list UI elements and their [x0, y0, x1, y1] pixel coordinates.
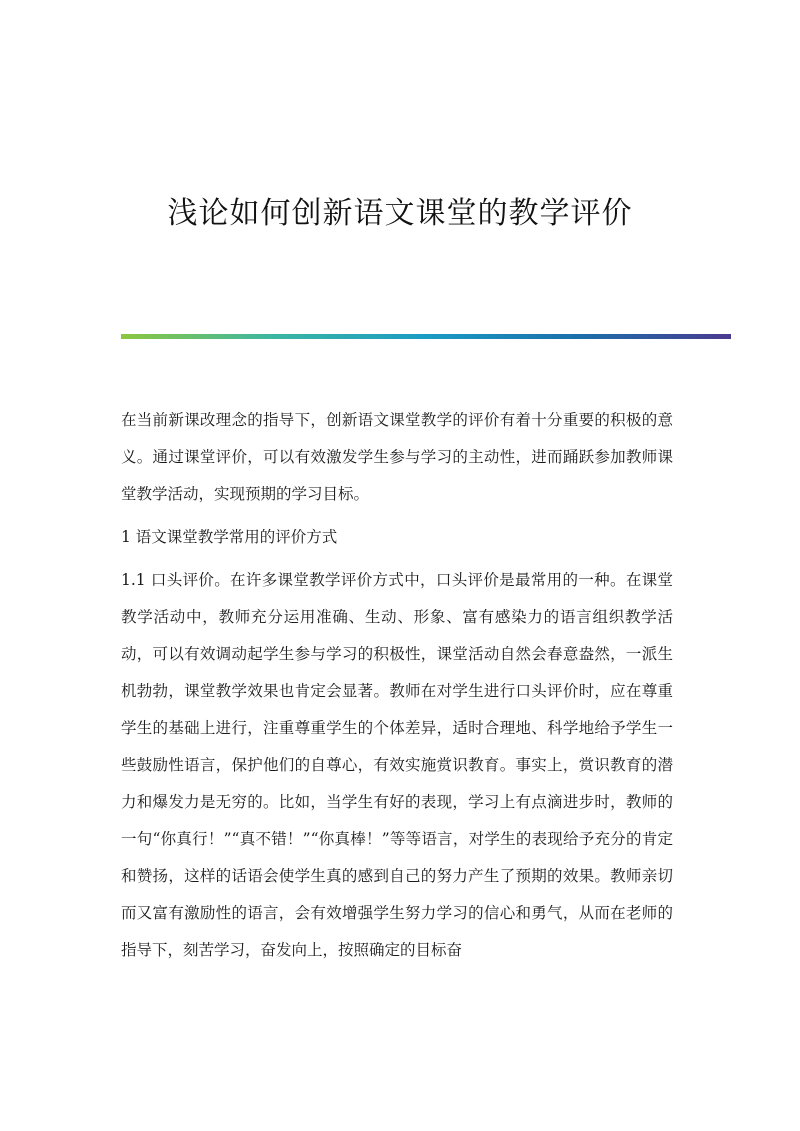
intro-paragraph: 在当前新课改理念的指导下，创新语文课堂教学的评价有着十分重要的积极的意义。通过课堂评价，可以有效激发学生参与学习的主动性，进而踊跃参加教师课堂教学活动，实现预期的学习目标。 — [121, 411, 673, 503]
section-heading: 1 语文课堂教学常用的评价方式 — [121, 528, 338, 546]
page-title: 浅论如何创新语文课堂的教学评价 — [167, 196, 633, 231]
document-body — [121, 402, 673, 975]
title-divider — [121, 334, 731, 339]
paragraph-1-1: 1.1 口头评价。在许多课堂教学评价方式中，口头评价是最常用的一种。在课堂教学活动中，教师充分运用准确、生动、形象、富有感染力的语言组织教学活动，可以有效调动起学生参与学习的积极性，课堂活动自然会春意盎然，一派生机勃勃，课堂教学效果也肯定会显著。教师在对学生进行口头评价时，应在尊重学生的基础上进行，注重尊重学生的个体差异，适时合理地、科学地给予学生一些鼓励性语言，保护他们的自尊心，有效实施赏识教育。事实上，赏识教育的潜力和爆发力是无穷的。比如，当学生有好的表现，学习上有点滴进步时，教师的一句“你真行！”“真不错！”“你真棒！”等等语言，对学生的表现给予充分的肯定和赞扬，这样的话语会使学生真的感到自己的努力产生了预期的效果。教师亲切而又富有激励性的语言，会有效增强学生努力学习的信心和勇气，从而在老师的指导下，刻苦学习，奋发向上，按照确定的目标奋 — [121, 571, 673, 959]
